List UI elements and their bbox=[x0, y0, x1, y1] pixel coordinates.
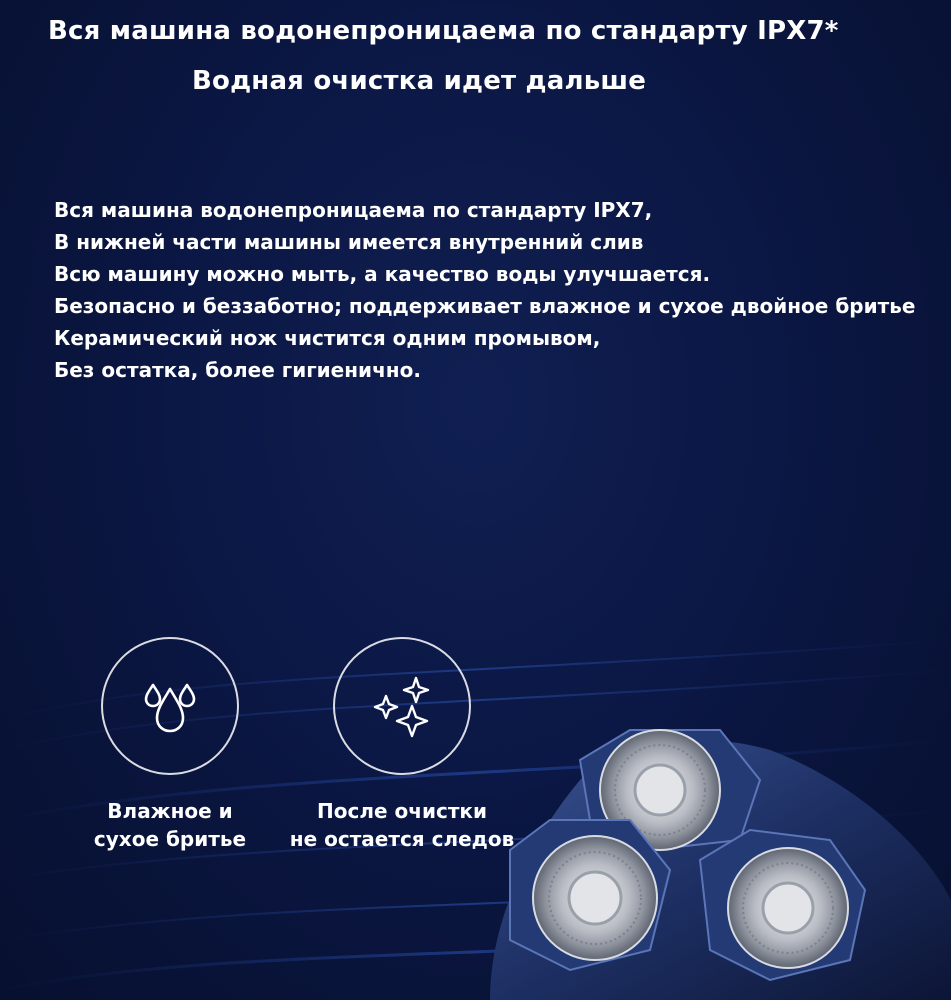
description-block bbox=[54, 194, 944, 386]
feature-label-line: После очистки bbox=[316, 799, 488, 823]
page-title: Вся машина водонепроницаема по стандарту IPX7* bbox=[48, 16, 839, 46]
shaver-head-image bbox=[470, 720, 951, 1000]
feature-wet-dry bbox=[50, 637, 290, 853]
description-line: Безопасно и беззаботно; поддерживает влажное и сухое двойное бритье bbox=[54, 294, 916, 318]
description-line: Вся машина водонепроницаема по стандарту IPX7, bbox=[54, 198, 653, 222]
water-drops-icon bbox=[135, 671, 205, 741]
page-subtitle: Водная очистка идет дальше bbox=[192, 66, 647, 96]
feature-icon-circle bbox=[333, 637, 471, 775]
feature-icon-circle bbox=[101, 637, 239, 775]
feature-label-line: не остается следов bbox=[289, 827, 515, 851]
description-line: Керамический нож чистится одним промывом, bbox=[54, 326, 601, 350]
description-line: Всю машину можно мыть, а качество воды улучшается. bbox=[54, 262, 711, 286]
feature-label-line: Влажное и bbox=[107, 799, 233, 823]
sparkles-icon bbox=[366, 670, 438, 742]
feature-label bbox=[50, 797, 290, 853]
feature-label-line: сухое бритье bbox=[93, 827, 247, 851]
description-line: Без остатка, более гигиенично. bbox=[54, 358, 421, 382]
description-line: В нижней части машины имеется внутренний слив bbox=[54, 230, 644, 254]
